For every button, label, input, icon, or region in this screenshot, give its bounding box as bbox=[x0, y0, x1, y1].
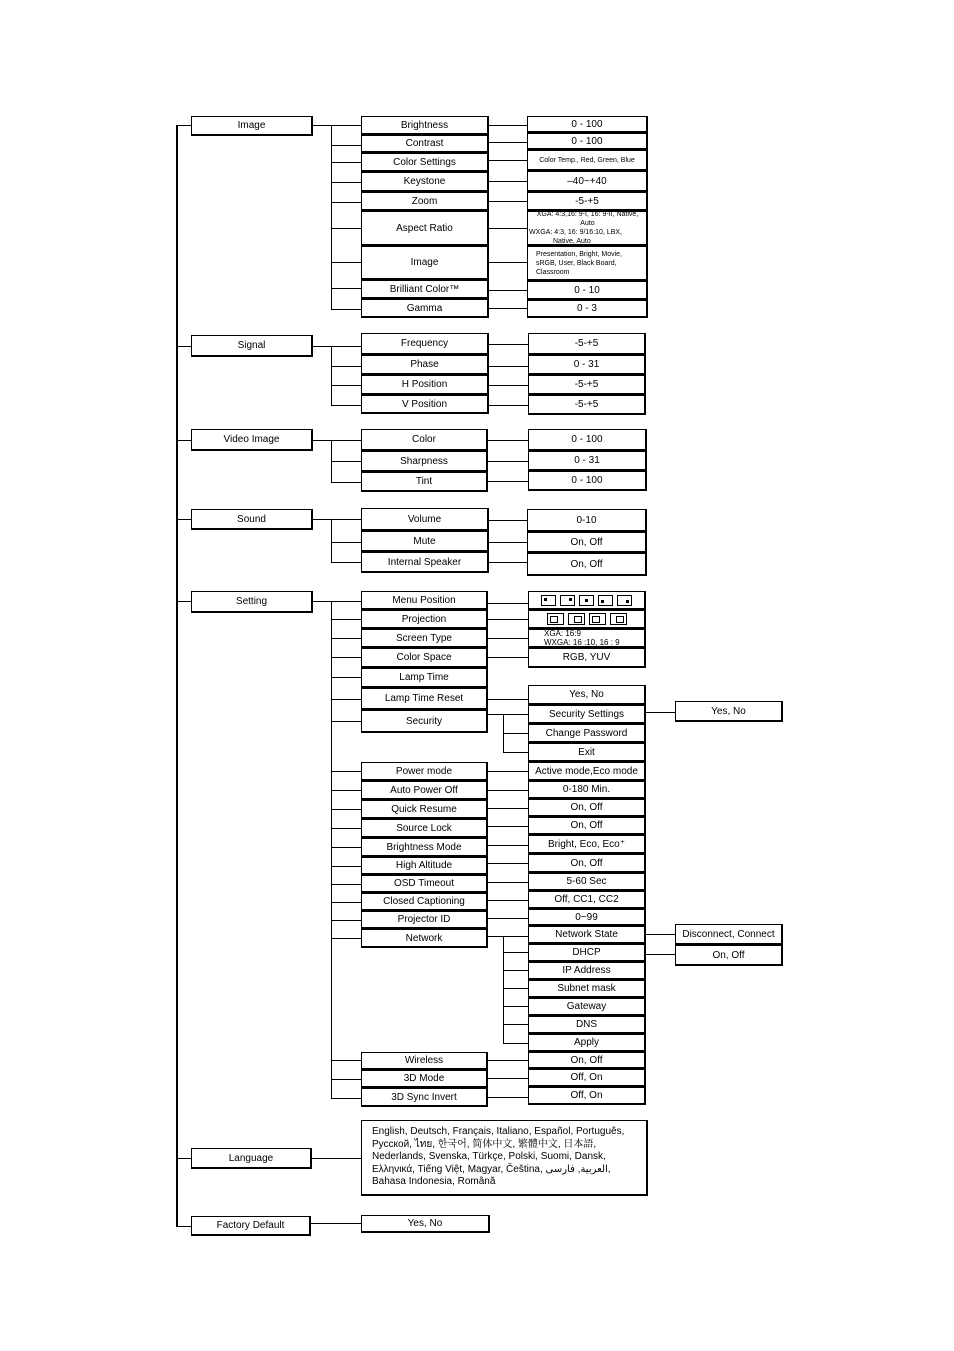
image-mode-line-2: sRGB, User, Black Board, bbox=[536, 259, 617, 267]
zoom-range: -5-+5 bbox=[527, 192, 648, 211]
color-space-options: RGB, YUV bbox=[528, 648, 646, 668]
setting-high-altitude[interactable]: High Altitude bbox=[361, 857, 488, 875]
network-gateway[interactable]: Gateway bbox=[528, 998, 646, 1016]
frequency-range: -5-+5 bbox=[528, 333, 646, 355]
image-aspect-ratio[interactable]: Aspect Ratio bbox=[361, 211, 489, 246]
image-contrast[interactable]: Contrast bbox=[361, 135, 489, 153]
setting-osd-timeout[interactable]: OSD Timeout bbox=[361, 875, 488, 893]
image-brightness[interactable]: Brightness bbox=[361, 116, 489, 135]
image-color-settings[interactable]: Color Settings bbox=[361, 153, 489, 172]
video-tint[interactable]: Tint bbox=[361, 472, 488, 492]
menu-factory-default[interactable]: Factory Default bbox=[191, 1216, 311, 1236]
menu-signal[interactable]: Signal bbox=[191, 335, 313, 357]
brightness-mode-options: Bright, Eco, Eco⁺ bbox=[528, 835, 646, 854]
video-sharpness[interactable]: Sharpness bbox=[361, 451, 488, 472]
phase-range: 0 - 31 bbox=[528, 355, 646, 375]
auto-power-off-range: 0-180 Min. bbox=[528, 781, 646, 799]
setting-power-mode[interactable]: Power mode bbox=[361, 762, 488, 781]
aspect-ratio-wxga: WXGA: 4:3, 16: 9/16:10, LBX, bbox=[529, 229, 622, 236]
security-settings[interactable]: Security Settings bbox=[528, 705, 646, 724]
menu-sound[interactable]: Sound bbox=[191, 509, 313, 530]
speaker-options: On, Off bbox=[527, 553, 647, 576]
network-ip-address[interactable]: IP Address bbox=[528, 962, 646, 980]
aspect-ratio-xga: XGA: 4:3,16: 9-I, 16: 9-II, Native, Auto bbox=[536, 211, 639, 227]
image-mode-line-3: Classroom bbox=[536, 268, 570, 276]
setting-3d-sync-invert[interactable]: 3D Sync Invert bbox=[361, 1088, 488, 1107]
sound-volume[interactable]: Volume bbox=[361, 508, 489, 531]
language-line-3: Nederlands, Svenska, Türkçe, Polski, Suomi, Dansk, bbox=[372, 1151, 606, 1163]
setting-network[interactable]: Network bbox=[361, 929, 488, 948]
sharpness-range: 0 - 31 bbox=[528, 451, 647, 471]
menu-bottom-right-icon bbox=[617, 595, 632, 606]
network-subnet-mask[interactable]: Subnet mask bbox=[528, 980, 646, 998]
image-brilliant-color[interactable]: Brilliant Color™ bbox=[361, 280, 489, 299]
language-line-4: Ελληνικά, Tiếng Việt, Magyar, Čeština, العربية, فارسی, bbox=[372, 1163, 611, 1175]
wireless-options: On, Off bbox=[528, 1052, 646, 1069]
menu-setting[interactable]: Setting bbox=[191, 591, 313, 613]
network-state[interactable]: Network State bbox=[528, 926, 646, 944]
security-settings-options: Yes, No bbox=[675, 701, 783, 722]
signal-h-position[interactable]: H Position bbox=[361, 375, 489, 395]
setting-projector-id[interactable]: Projector ID bbox=[361, 911, 488, 929]
3d-mode-options: Off, On bbox=[528, 1069, 646, 1087]
image-gamma[interactable]: Gamma bbox=[361, 299, 489, 318]
network-dns[interactable]: DNS bbox=[528, 1016, 646, 1034]
h-position-range: -5-+5 bbox=[528, 375, 646, 395]
menu-image[interactable]: Image bbox=[191, 116, 313, 136]
setting-lamp-time-reset[interactable]: Lamp Time Reset bbox=[361, 688, 488, 710]
brilliant-color-range: 0 - 10 bbox=[527, 281, 648, 300]
source-lock-options: On, Off bbox=[528, 817, 646, 835]
lamp-reset-options: Yes, No bbox=[528, 685, 646, 705]
quick-resume-options: On, Off bbox=[528, 799, 646, 817]
menu-video-image[interactable]: Video Image bbox=[191, 429, 313, 451]
front-desktop-icon bbox=[547, 613, 564, 625]
tint-range: 0 - 100 bbox=[528, 471, 647, 491]
image-image-mode[interactable]: Image bbox=[361, 246, 489, 280]
setting-menu-position[interactable]: Menu Position bbox=[361, 591, 488, 610]
setting-brightness-mode[interactable]: Brightness Mode bbox=[361, 838, 488, 857]
factory-default-options: Yes, No bbox=[361, 1215, 490, 1233]
setting-lamp-time[interactable]: Lamp Time bbox=[361, 668, 488, 688]
3d-sync-invert-options: Off, On bbox=[528, 1087, 646, 1105]
aspect-ratio-options bbox=[527, 211, 648, 246]
language-options bbox=[361, 1120, 648, 1196]
front-ceiling-icon bbox=[589, 613, 606, 625]
rear-desktop-icon bbox=[568, 613, 585, 625]
setting-projection[interactable]: Projection bbox=[361, 610, 488, 629]
menu-position-options bbox=[528, 591, 646, 610]
network-dhcp[interactable]: DHCP bbox=[528, 944, 646, 962]
brightness-range: 0 - 100 bbox=[527, 116, 648, 133]
setting-security[interactable]: Security bbox=[361, 710, 488, 733]
color-settings-options: Color Temp., Red, Green, Blue bbox=[527, 150, 648, 171]
screen-type-wxga: WXGA: 16 :10, 16 : 9 bbox=[544, 638, 620, 647]
contrast-range: 0 - 100 bbox=[527, 133, 648, 150]
menu-top-left-icon bbox=[541, 595, 556, 606]
setting-quick-resume[interactable]: Quick Resume bbox=[361, 800, 488, 819]
color-range: 0 - 100 bbox=[528, 429, 647, 451]
power-mode-options: Active mode,Eco mode bbox=[528, 762, 646, 781]
language-line-5: Bahasa Indonesia, Română bbox=[372, 1176, 496, 1188]
sound-internal-speaker[interactable]: Internal Speaker bbox=[361, 552, 489, 573]
setting-source-lock[interactable]: Source Lock bbox=[361, 819, 488, 838]
dhcp-options: On, Off bbox=[675, 945, 783, 966]
setting-closed-captioning[interactable]: Closed Captioning bbox=[361, 893, 488, 911]
menu-language[interactable]: Language bbox=[191, 1148, 312, 1169]
setting-3d-mode[interactable]: 3D Mode bbox=[361, 1070, 488, 1088]
screen-type-xga: XGA: 16:9 bbox=[544, 629, 581, 638]
keystone-range: –40~+40 bbox=[527, 171, 648, 192]
setting-screen-type[interactable]: Screen Type bbox=[361, 629, 488, 648]
security-exit[interactable]: Exit bbox=[528, 743, 646, 762]
language-line-2: Русской, ไทย, 한국어, 简体中文, 繁體中文, 日本語, bbox=[372, 1138, 597, 1150]
trunk-line bbox=[176, 125, 178, 1227]
high-altitude-options: On, Off bbox=[528, 854, 646, 873]
signal-frequency[interactable]: Frequency bbox=[361, 333, 489, 355]
volume-range: 0-10 bbox=[527, 509, 647, 532]
image-zoom[interactable]: Zoom bbox=[361, 192, 489, 211]
change-password[interactable]: Change Password bbox=[528, 724, 646, 743]
language-line-1: English, Deutsch, Français, Italiano, Español, Português, bbox=[372, 1126, 625, 1138]
signal-v-position[interactable]: V Position bbox=[361, 395, 489, 414]
video-color[interactable]: Color bbox=[361, 429, 488, 451]
menu-center-icon bbox=[579, 595, 594, 606]
projector-id-range: 0~99 bbox=[528, 909, 646, 926]
projection-options bbox=[528, 610, 646, 629]
setting-auto-power-off[interactable]: Auto Power Off bbox=[361, 781, 488, 800]
closed-captioning-options: Off, CC1, CC2 bbox=[528, 891, 646, 909]
image-mode-options bbox=[527, 246, 648, 281]
network-apply[interactable]: Apply bbox=[528, 1034, 646, 1052]
menu-bottom-left-icon bbox=[598, 595, 613, 606]
image-mode-line-1: Presentation, Bright, Movie, bbox=[536, 250, 622, 258]
image-keystone[interactable]: Keystone bbox=[361, 172, 489, 192]
v-position-range: -5-+5 bbox=[528, 395, 646, 415]
osd-timeout-range: 5-60 Sec bbox=[528, 873, 646, 891]
screen-type-options bbox=[528, 629, 646, 648]
setting-wireless[interactable]: Wireless bbox=[361, 1052, 488, 1070]
aspect-ratio-wxga-cont: Native, Auto bbox=[553, 238, 591, 245]
menu-top-right-icon bbox=[560, 595, 575, 606]
sound-mute[interactable]: Mute bbox=[361, 531, 489, 552]
signal-phase[interactable]: Phase bbox=[361, 355, 489, 375]
network-state-options: Disconnect, Connect bbox=[675, 924, 783, 945]
mute-options: On, Off bbox=[527, 532, 647, 553]
gamma-range: 0 - 3 bbox=[527, 300, 648, 318]
setting-color-space[interactable]: Color Space bbox=[361, 648, 488, 668]
rear-ceiling-icon bbox=[610, 613, 627, 625]
